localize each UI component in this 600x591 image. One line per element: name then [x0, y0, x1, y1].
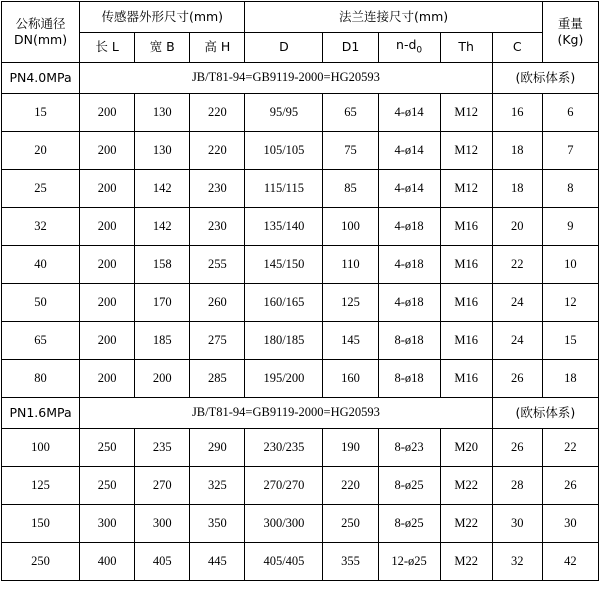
- cell-d: 270/270: [245, 467, 323, 505]
- cell-dn: 65: [2, 322, 80, 360]
- cell-ndo: 8-ø18: [378, 322, 440, 360]
- cell-width: 142: [135, 208, 190, 246]
- cell-length: 200: [80, 360, 135, 398]
- header-flange-group: 法兰连接尺寸(mm): [245, 2, 542, 33]
- cell-c: 28: [492, 467, 542, 505]
- section-note: (欧标体系): [492, 398, 598, 429]
- cell-d1: 75: [323, 132, 378, 170]
- cell-height: 255: [190, 246, 245, 284]
- cell-d1: 100: [323, 208, 378, 246]
- cell-length: 200: [80, 132, 135, 170]
- cell-d: 135/140: [245, 208, 323, 246]
- header-d1: D1: [323, 32, 378, 63]
- cell-width: 405: [135, 543, 190, 581]
- cell-length: 400: [80, 543, 135, 581]
- cell-d1: 160: [323, 360, 378, 398]
- cell-height: 445: [190, 543, 245, 581]
- cell-width: 300: [135, 505, 190, 543]
- table-row: [2, 467, 599, 505]
- cell-height: 350: [190, 505, 245, 543]
- cell-c: 20: [492, 208, 542, 246]
- cell-d: 95/95: [245, 94, 323, 132]
- cell-weight: 22: [542, 429, 598, 467]
- table-row: [2, 543, 599, 581]
- cell-dn: 32: [2, 208, 80, 246]
- cell-th: M16: [440, 360, 492, 398]
- cell-length: 250: [80, 467, 135, 505]
- cell-length: 250: [80, 429, 135, 467]
- cell-d: 300/300: [245, 505, 323, 543]
- cell-c: 18: [492, 170, 542, 208]
- cell-width: 130: [135, 132, 190, 170]
- section-standard: JB/T81-94=GB9119-2000=HG20593: [80, 398, 493, 429]
- header-length: 长 L: [80, 32, 135, 63]
- cell-c: 24: [492, 322, 542, 360]
- cell-c: 22: [492, 246, 542, 284]
- cell-weight: 30: [542, 505, 598, 543]
- cell-ndo: 4-ø14: [378, 94, 440, 132]
- cell-length: 200: [80, 284, 135, 322]
- cell-length: 200: [80, 208, 135, 246]
- table-row: [2, 322, 599, 360]
- cell-d: 195/200: [245, 360, 323, 398]
- cell-th: M16: [440, 246, 492, 284]
- cell-th: M22: [440, 505, 492, 543]
- cell-dn: 250: [2, 543, 80, 581]
- section-standard: JB/T81-94=GB9119-2000=HG20593: [80, 63, 493, 94]
- cell-width: 158: [135, 246, 190, 284]
- cell-th: M16: [440, 284, 492, 322]
- header-ndo-sub: 0: [416, 45, 423, 56]
- cell-c: 24: [492, 284, 542, 322]
- cell-d1: 190: [323, 429, 378, 467]
- header-width: 宽 B: [135, 32, 190, 63]
- cell-weight: 6: [542, 94, 598, 132]
- cell-height: 260: [190, 284, 245, 322]
- header-dn-line1: 公称通径: [15, 16, 66, 32]
- cell-th: M22: [440, 543, 492, 581]
- cell-d1: 125: [323, 284, 378, 322]
- cell-th: M12: [440, 170, 492, 208]
- cell-height: 325: [190, 467, 245, 505]
- cell-length: 200: [80, 246, 135, 284]
- cell-ndo: 12-ø25: [378, 543, 440, 581]
- cell-d1: 110: [323, 246, 378, 284]
- header-c: C: [492, 32, 542, 63]
- table-row: [2, 505, 599, 543]
- header-dn: [2, 2, 80, 63]
- cell-c: 26: [492, 360, 542, 398]
- cell-ndo: 8-ø25: [378, 505, 440, 543]
- cell-ndo: 4-ø18: [378, 246, 440, 284]
- header-weight: [542, 2, 598, 63]
- cell-ndo: 4-ø18: [378, 284, 440, 322]
- cell-length: 200: [80, 94, 135, 132]
- cell-weight: 8: [542, 170, 598, 208]
- cell-th: M12: [440, 94, 492, 132]
- cell-dn: 40: [2, 246, 80, 284]
- cell-weight: 12: [542, 284, 598, 322]
- cell-dn: 125: [2, 467, 80, 505]
- cell-height: 285: [190, 360, 245, 398]
- cell-d: 145/150: [245, 246, 323, 284]
- table-row: [2, 360, 599, 398]
- cell-height: 290: [190, 429, 245, 467]
- table-row: [2, 208, 599, 246]
- cell-width: 185: [135, 322, 190, 360]
- cell-height: 230: [190, 208, 245, 246]
- header-th: Th: [440, 32, 492, 63]
- cell-weight: 18: [542, 360, 598, 398]
- cell-height: 275: [190, 322, 245, 360]
- cell-weight: 26: [542, 467, 598, 505]
- table-row: [2, 284, 599, 322]
- cell-width: 142: [135, 170, 190, 208]
- header-height: 高 H: [190, 32, 245, 63]
- table-body: [2, 63, 599, 581]
- cell-dn: 50: [2, 284, 80, 322]
- cell-d1: 145: [323, 322, 378, 360]
- table-header-row-columns: [2, 32, 599, 63]
- table-row: [2, 132, 599, 170]
- cell-c: 16: [492, 94, 542, 132]
- cell-weight: 9: [542, 208, 598, 246]
- cell-width: 270: [135, 467, 190, 505]
- section-pressure-rating: PN1.6MPa: [2, 398, 80, 429]
- cell-th: M22: [440, 467, 492, 505]
- cell-dn: 80: [2, 360, 80, 398]
- cell-dn: 100: [2, 429, 80, 467]
- cell-d1: 355: [323, 543, 378, 581]
- cell-ndo: 4-ø14: [378, 132, 440, 170]
- section-header-row: [2, 63, 599, 94]
- cell-c: 32: [492, 543, 542, 581]
- table-header-row-groups: [2, 2, 599, 33]
- cell-width: 170: [135, 284, 190, 322]
- table-row: [2, 429, 599, 467]
- cell-dn: 15: [2, 94, 80, 132]
- cell-d1: 250: [323, 505, 378, 543]
- cell-ndo: 4-ø14: [378, 170, 440, 208]
- cell-height: 230: [190, 170, 245, 208]
- header-dn-line2: DN(mm): [14, 32, 68, 47]
- cell-width: 200: [135, 360, 190, 398]
- cell-d: 405/405: [245, 543, 323, 581]
- table-row: [2, 94, 599, 132]
- cell-c: 18: [492, 132, 542, 170]
- cell-width: 130: [135, 94, 190, 132]
- cell-height: 220: [190, 132, 245, 170]
- table-row: [2, 170, 599, 208]
- cell-weight: 42: [542, 543, 598, 581]
- cell-th: M12: [440, 132, 492, 170]
- cell-c: 30: [492, 505, 542, 543]
- cell-length: 300: [80, 505, 135, 543]
- cell-weight: 7: [542, 132, 598, 170]
- cell-dn: 25: [2, 170, 80, 208]
- cell-ndo: 4-ø18: [378, 208, 440, 246]
- cell-d: 230/235: [245, 429, 323, 467]
- section-header-row: [2, 398, 599, 429]
- section-note: (欧标体系): [492, 63, 598, 94]
- cell-th: M16: [440, 322, 492, 360]
- header-sensor-group: 传感器外形尺寸(mm): [80, 2, 245, 33]
- cell-length: 200: [80, 322, 135, 360]
- cell-th: M20: [440, 429, 492, 467]
- cell-width: 235: [135, 429, 190, 467]
- cell-ndo: 8-ø23: [378, 429, 440, 467]
- cell-ndo: 8-ø18: [378, 360, 440, 398]
- header-d: D: [245, 32, 323, 63]
- cell-dn: 150: [2, 505, 80, 543]
- cell-weight: 15: [542, 322, 598, 360]
- cell-length: 200: [80, 170, 135, 208]
- header-weight-line2: (Kg): [557, 32, 584, 47]
- cell-d: 180/185: [245, 322, 323, 360]
- cell-d: 105/105: [245, 132, 323, 170]
- cell-d1: 220: [323, 467, 378, 505]
- cell-th: M16: [440, 208, 492, 246]
- cell-d1: 85: [323, 170, 378, 208]
- section-pressure-rating: PN4.0MPa: [2, 63, 80, 94]
- header-ndo: [378, 32, 440, 63]
- specification-table: [1, 1, 599, 581]
- table-row: [2, 246, 599, 284]
- cell-dn: 20: [2, 132, 80, 170]
- cell-ndo: 8-ø25: [378, 467, 440, 505]
- cell-weight: 10: [542, 246, 598, 284]
- cell-height: 220: [190, 94, 245, 132]
- cell-d: 160/165: [245, 284, 323, 322]
- cell-c: 26: [492, 429, 542, 467]
- cell-d1: 65: [323, 94, 378, 132]
- header-ndo-text: n-d: [396, 37, 417, 53]
- header-weight-line1: 重量: [557, 16, 583, 32]
- cell-d: 115/115: [245, 170, 323, 208]
